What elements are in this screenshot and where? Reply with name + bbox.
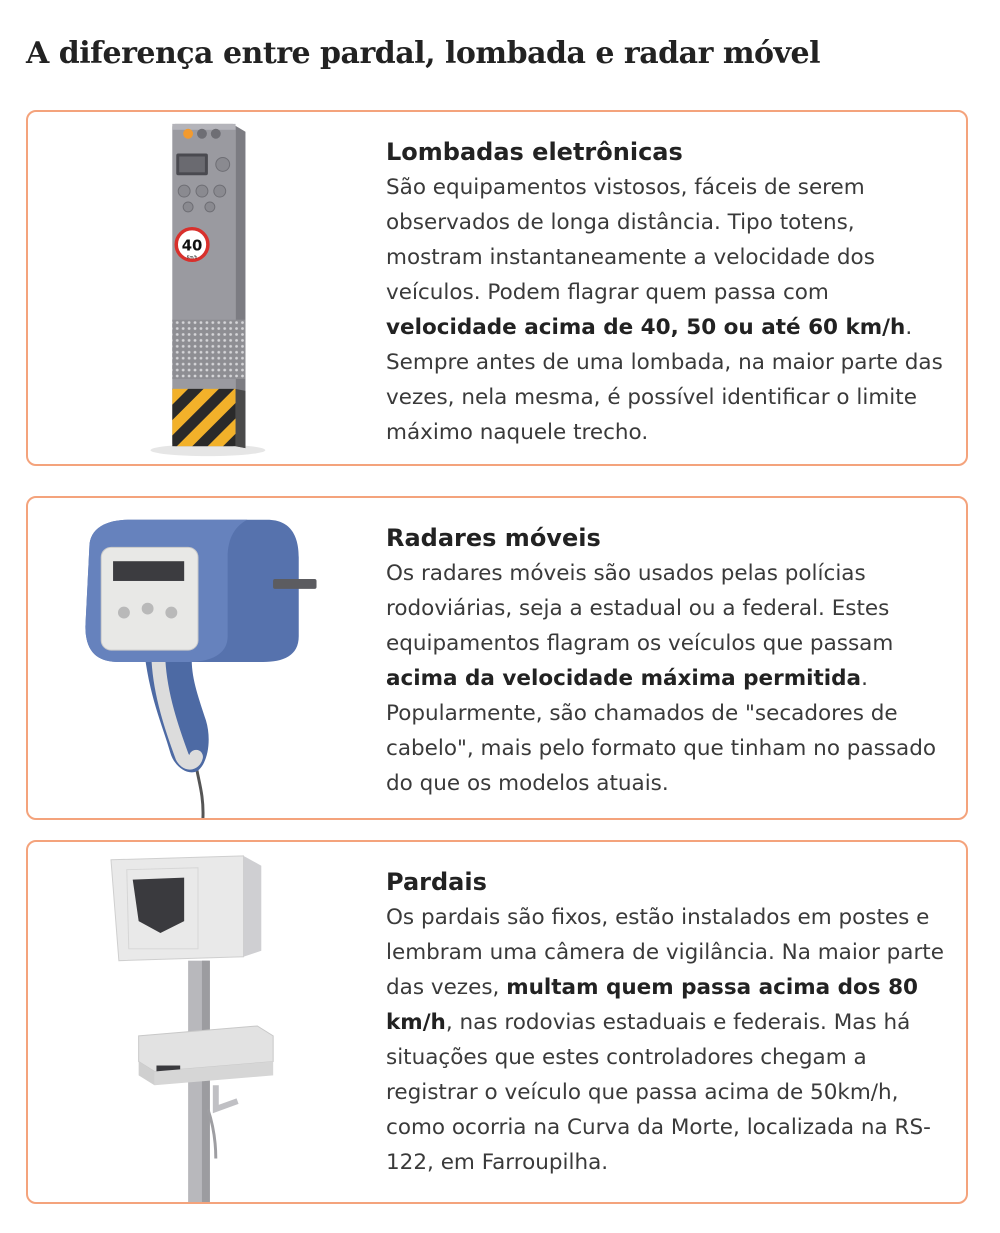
- highlight-text: acima da velocidade máxima permitida: [386, 666, 862, 691]
- highlight-text: multam quem passa acima dos 80 km/h: [386, 975, 918, 1035]
- card-description: São equipamentos vistosos, fáceis de serem observados de longa distância. Tipo totens, mostram instantaneamente a velocidade dos veículos. Podem flagrar quem passa com velocidade acima de 40, 50 ou até 60 km/h. Sempre antes de uma lombada, na maior parte das vezes, nela mesma, é possível identificar o limite máximo naquele trecho.: [386, 175, 943, 445]
- card-description: Os radares móveis são usados pelas polícias rodoviárias, seja a estadual ou a federal. Estes equipamentos flagram os veículos que passam acima da velocidade máxima permitida. Popularmente, são chamados de "secadores de cabelo", mais pelo formato que tinham no passado do que os modelos atuais.: [386, 561, 937, 796]
- card-radares-moveis: [26, 496, 968, 820]
- pole-mounted-speed-camera-icon: [48, 842, 348, 1202]
- card-title: Radares móveis: [386, 524, 601, 552]
- highlight-text: velocidade acima de 40, 50 ou até 60 km/h: [386, 315, 906, 340]
- handheld-radar-gun-icon: [48, 498, 348, 818]
- card-pardais: [26, 840, 968, 1204]
- card-lombadas: [26, 110, 968, 466]
- card-title: Lombadas eletrônicas: [386, 138, 683, 166]
- page-title: A diferença entre pardal, lombada e radar móvel: [26, 36, 820, 71]
- speed-limit-sign-unit: Km/h: [186, 254, 198, 260]
- speed-limit-sign-value: 40: [181, 237, 203, 255]
- card-title: Pardais: [386, 868, 487, 896]
- electronic-speed-bump-totem-icon: [48, 112, 348, 464]
- card-description: Os pardais são fixos, estão instalados em postes e lembram uma câmera de vigilância. Na maior parte das vezes, multam quem passa acima dos 80 km/h, nas rodovias estaduais e federais. Mas há situações que estes controladores chegam a registrar o veículo que passa acima de 50km/h, como ocorria na Curva da Morte, localizada na RS-122, em Farroupilha.: [386, 905, 944, 1175]
